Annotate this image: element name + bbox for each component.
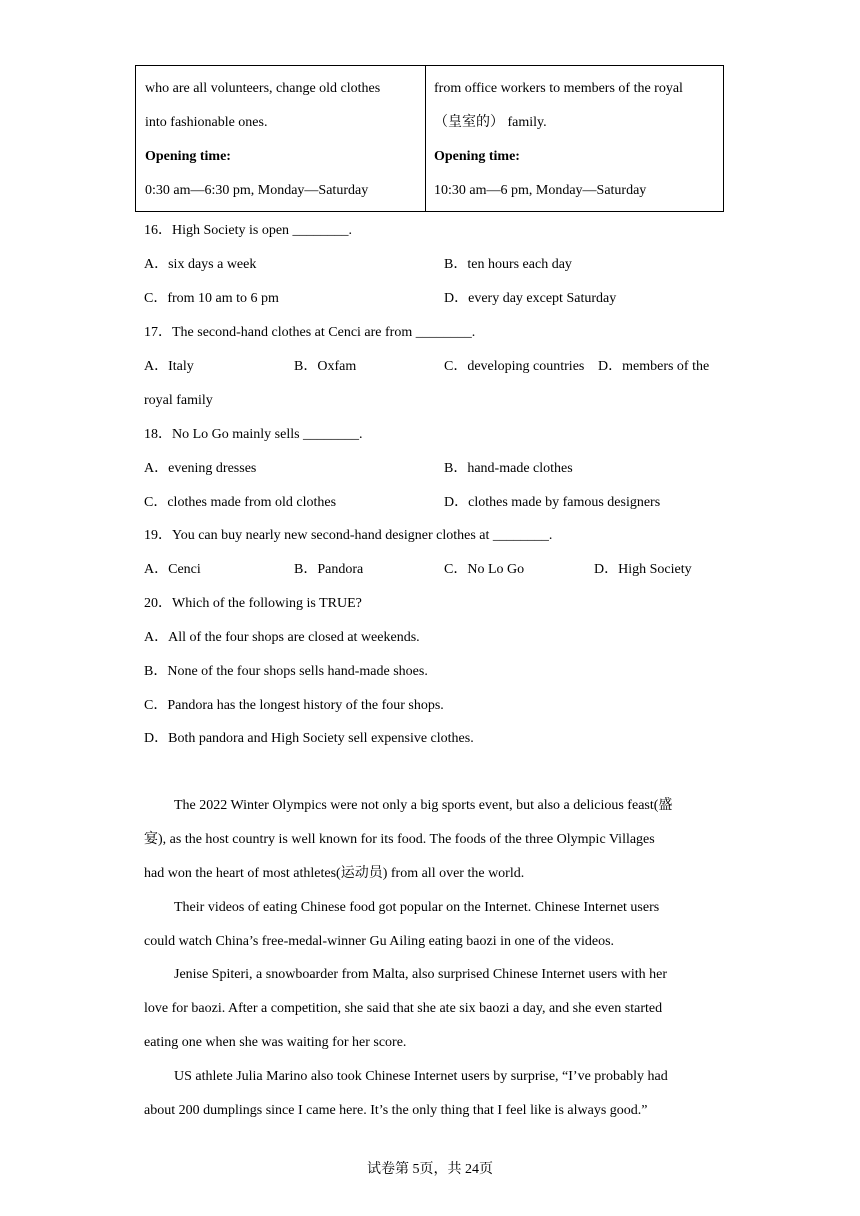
question-stem: 18．No Lo Go mainly sells ________. (144, 427, 363, 442)
cell-left-opening-label: Opening time: (145, 149, 231, 164)
passage-p2-line1: Their videos of eating Chinese food got popular on the Internet. Chinese Internet users (174, 900, 660, 915)
passage-p3-line1: Jenise Spiteri, a snowboarder from Malta, also surprised Chinese Internet users with her (174, 967, 667, 982)
option-a[interactable]: A．Italy (144, 359, 194, 374)
cell-left-line1: who are all volunteers, change old clothes (145, 81, 381, 96)
option-a[interactable]: A．All of the four shops are closed at weekends. (144, 630, 420, 645)
passage-p4-line2: about 200 dumplings since I came here. It’s the only thing that I feel like is always good.” (144, 1103, 648, 1118)
passage-p4-line1: US athlete Julia Marino also took Chinese Internet users by surprise, “I’ve probably had (174, 1069, 668, 1084)
option-d-wrap: royal family (144, 393, 213, 408)
shop-info-table (135, 65, 724, 212)
option-b[interactable]: B．Pandora (294, 562, 364, 577)
passage-p2-line2: could watch China’s free-medal-winner Gu Ailing eating baozi in one of the videos. (144, 934, 615, 949)
option-d[interactable]: D．every day except Saturday (444, 291, 617, 306)
cell-left-opening-value: 0:30 am—6:30 pm, Monday—Saturday (145, 183, 369, 198)
option-b[interactable]: B．hand-made clothes (444, 461, 573, 476)
option-d[interactable]: D．Both pandora and High Society sell expensive clothes. (144, 731, 474, 746)
option-a[interactable]: A．evening dresses (144, 461, 257, 476)
passage-p3-line2: love for baozi. After a competition, she said that she ate six baozi a day, and she even started (144, 1001, 663, 1016)
question-stem: 20．Which of the following is TRUE? (144, 596, 362, 611)
passage-p3-line3: eating one when she was waiting for her score. (144, 1035, 407, 1050)
option-b[interactable]: B．ten hours each day (444, 257, 572, 272)
question-stem: 16．High Society is open ________. (144, 223, 353, 238)
question-stem: 19．You can buy nearly new second-hand designer clothes at ________. (144, 528, 553, 543)
page-footer: 试卷第 5页，共 24页 (367, 1162, 493, 1177)
cell-right-opening-label: Opening time: (434, 149, 520, 164)
option-c[interactable]: C．No Lo Go (444, 562, 525, 577)
option-c[interactable]: C．clothes made from old clothes (144, 495, 337, 510)
cell-right-line1: from office workers to members of the royal (434, 81, 683, 96)
option-a[interactable]: A．six days a week (144, 257, 257, 272)
option-b[interactable]: B．None of the four shops sells hand-made shoes. (144, 664, 428, 679)
option-d[interactable]: D．members of the (598, 359, 710, 374)
option-a[interactable]: A．Cenci (144, 562, 201, 577)
option-d[interactable]: D．clothes made by famous designers (444, 495, 661, 510)
passage-p1-line2: 宴), as the host country is well known for its food. The foods of the three Olympic Villages (144, 832, 655, 847)
passage-p1-line3: had won the heart of most athletes(运动员) from all over the world. (144, 866, 525, 881)
question-stem: 17．The second-hand clothes at Cenci are from ________. (144, 325, 476, 340)
option-d[interactable]: D．High Society (594, 562, 692, 577)
option-c[interactable]: C．from 10 am to 6 pm (144, 291, 279, 306)
option-c[interactable]: C．developing countries (444, 359, 585, 374)
cell-right-line2: （皇室的） family. (434, 115, 547, 130)
option-b[interactable]: B．Oxfam (294, 359, 357, 374)
cell-right-opening-value: 10:30 am—6 pm, Monday—Saturday (434, 183, 647, 198)
table-divider (425, 66, 426, 211)
passage-p1-line1: The 2022 Winter Olympics were not only a big sports event, but also a delicious feast(盛 (174, 798, 673, 813)
cell-left-line2: into fashionable ones. (145, 115, 268, 130)
option-c[interactable]: C．Pandora has the longest history of the four shops. (144, 698, 444, 713)
